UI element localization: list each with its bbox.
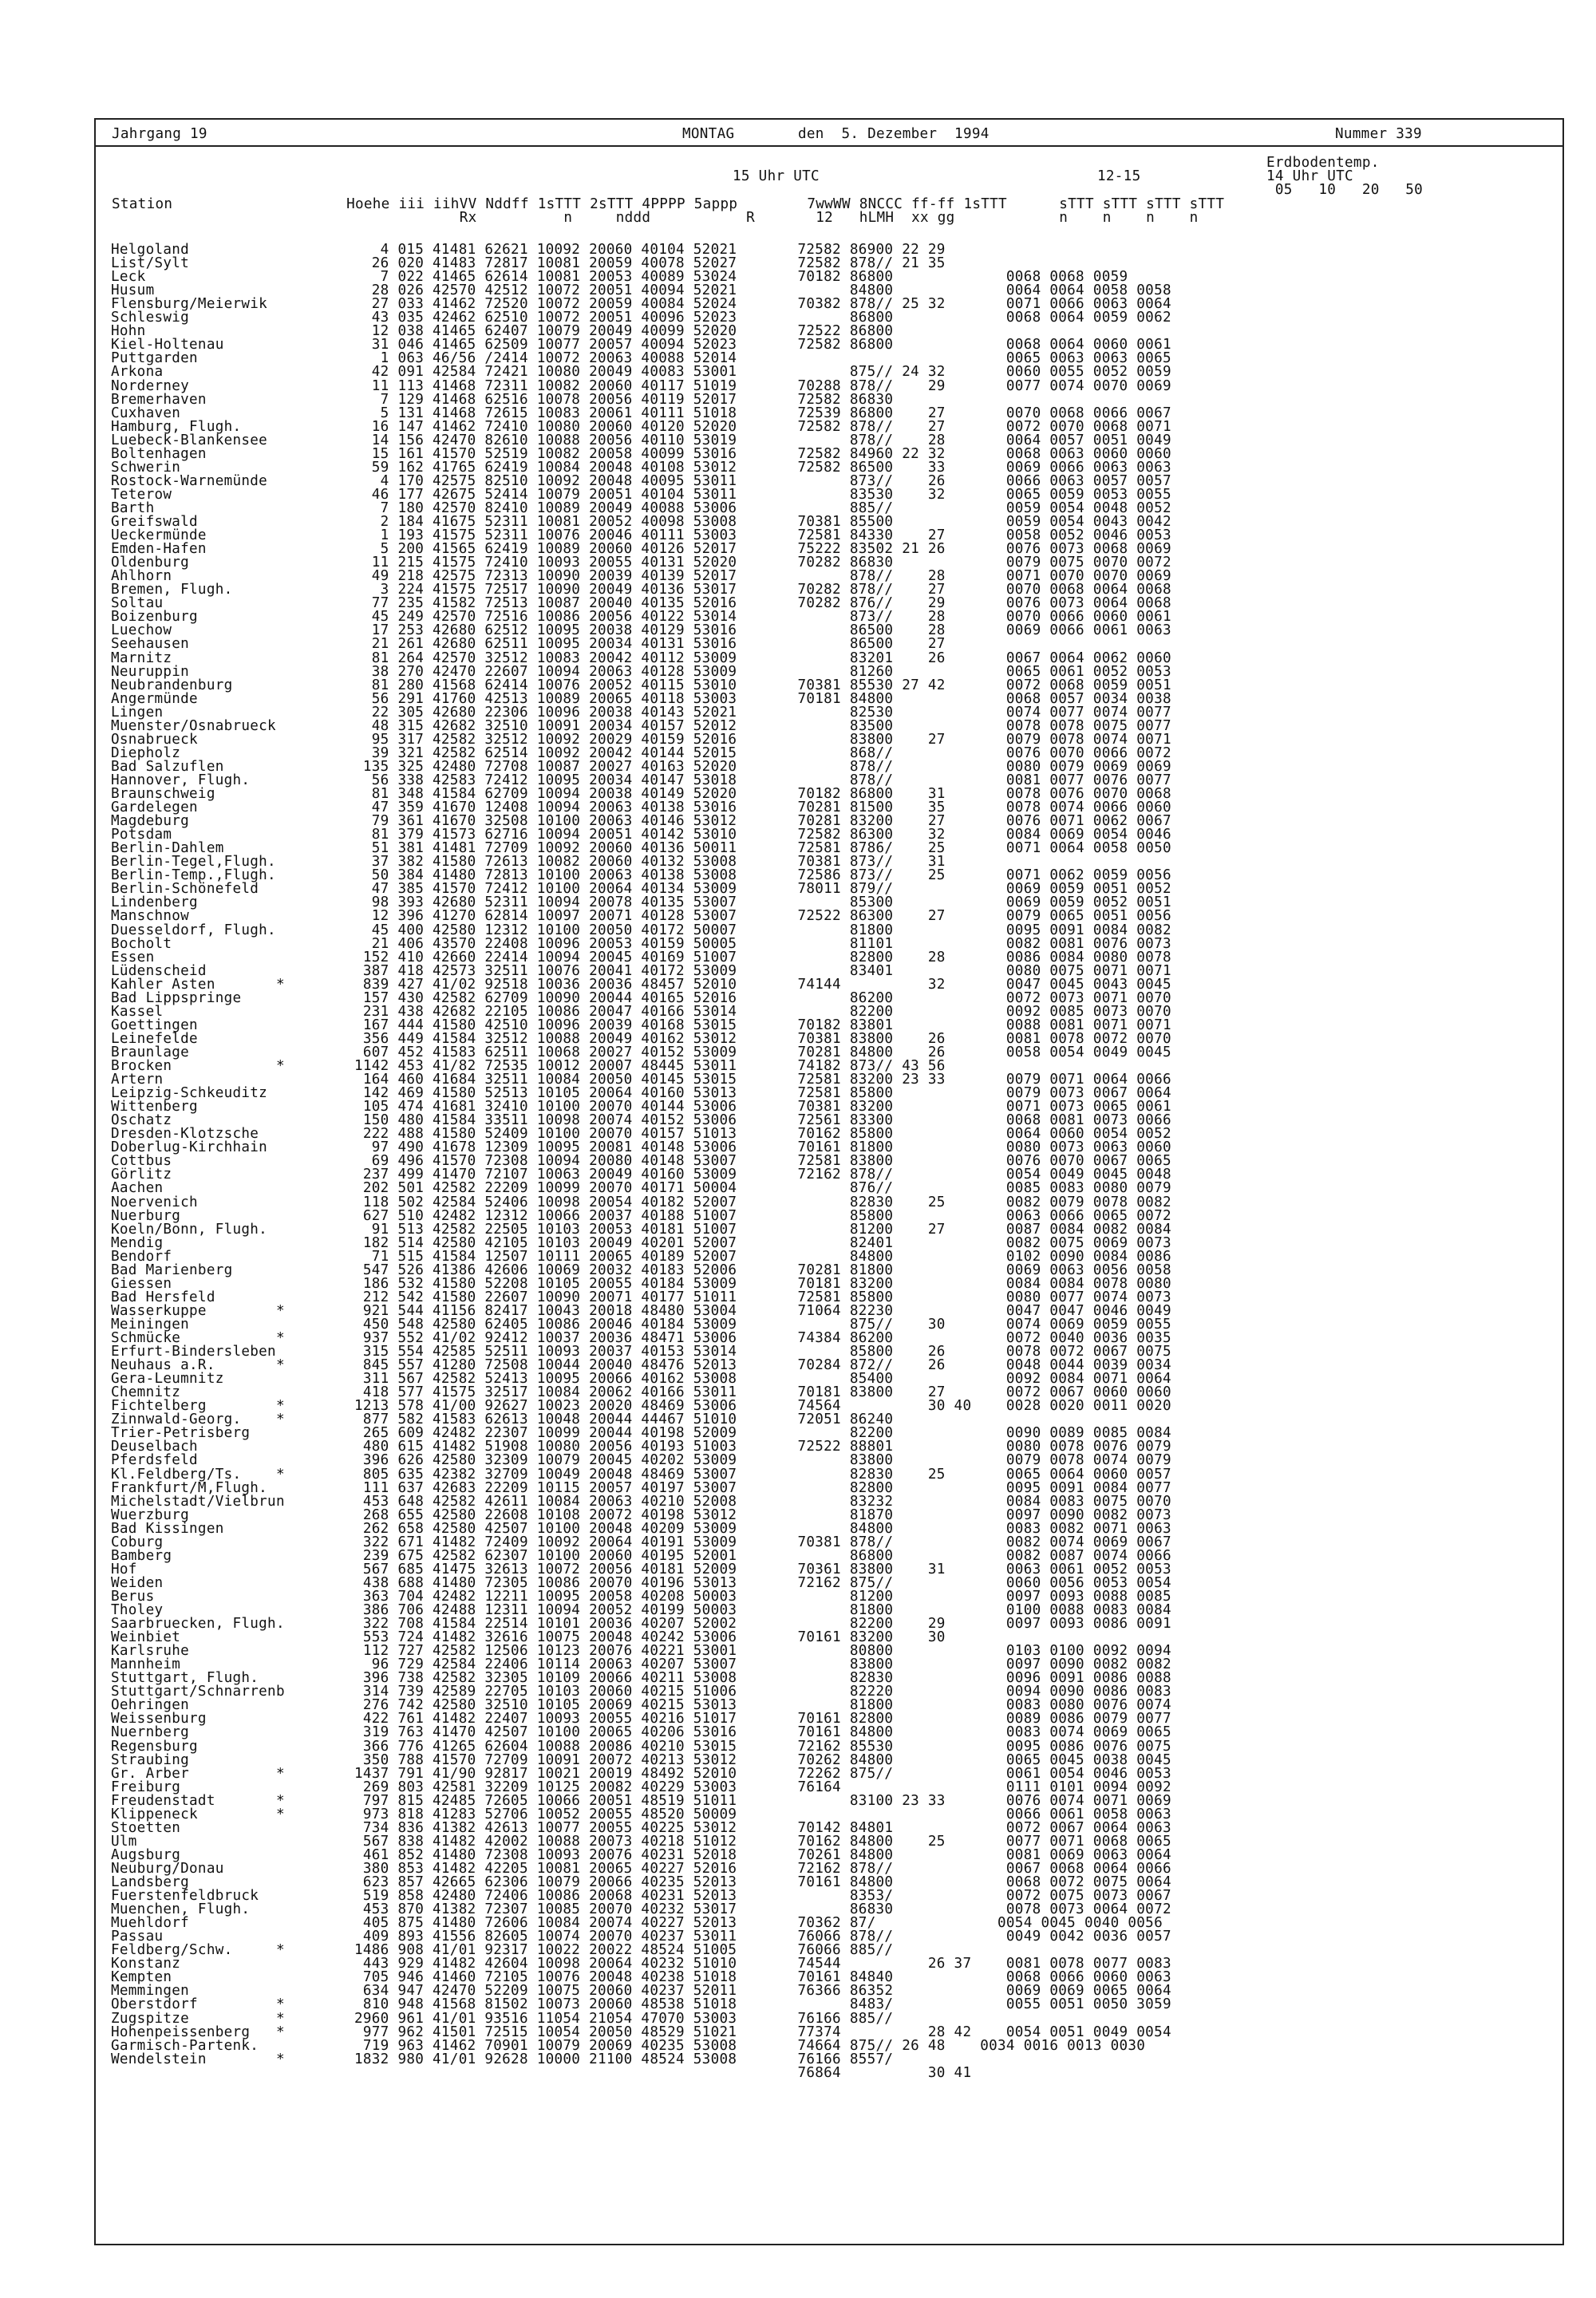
table-row: Brocken * 1142 453 41/82 72535 10012 20007 48445 53011 74182 873// 43 56	[111, 1058, 946, 1074]
table-row: List/Sylt 26 020 41483 72817 10081 20059 40078 52027 72582 878// 21 35	[111, 255, 946, 272]
table-row: Passau 409 893 41556 82605 10074 20070 40237 53011 76066 878// 0049 0042 0036 0057	[111, 1929, 1171, 1945]
table-row: Hohenpeissenberg * 977 962 41501 72515 10054 20050 48529 51021 77374 28 42 0054 0051 0049 0054	[111, 2024, 1171, 2040]
table-row: Kassel 231 438 42682 22105 10086 20047 40166 53014 82200 0092 0085 0073 0070	[111, 1003, 1171, 1020]
table-row: Emden-Hafen 5 200 41565 62419 10089 20060 40126 52017 75222 83502 21 26 0076 0073 0068 0069	[111, 541, 1171, 558]
table-row: Muenchen, Flugh. 453 870 41382 72307 10085 20070 40232 53017 86830 0078 0073 0064 0072	[111, 1901, 1171, 1918]
column-header-1: Station Hoehe iii iihVV Nddff 1sTTT 2sTTT 4PPPP 5appp 7wwWW 8NCCC ff-ff 1sTTT sTTT sTTT sTTT sTTT	[112, 196, 1225, 212]
table-row: Wittenberg 105 474 41681 32410 10100 20070 40144 53006 70381 83200 0071 0073 0065 0061	[111, 1099, 1171, 1115]
table-row: Aachen 202 501 42582 22209 10099 20070 40171 50004 876// 0085 0083 0080 0079	[111, 1180, 1171, 1197]
table-row: Weinbiet 553 724 41482 32616 10075 20048 40242 53006 70161 83200 30	[111, 1629, 946, 1646]
table-row: Fichtelberg * 1213 578 41/00 92627 10023 20020 48469 53006 74564 30 40 0028 0020 0011 0020	[111, 1398, 1171, 1415]
table-row: Muenster/Osnabrueck 48 315 42682 32510 10091 20034 40157 52012 83500 0078 0078 0075 0077	[111, 717, 1171, 734]
table-row: Bad Lippspringe 157 430 42582 62709 10090 20044 40165 52016 86200 0072 0073 0071 0070	[111, 989, 1171, 1006]
table-row: Gera-Leumnitz 311 567 42582 52413 10095 20066 40162 53008 85400 0092 0084 0071 0064	[111, 1371, 1171, 1388]
range-12-15: 12-15	[1097, 168, 1141, 184]
table-row: Berus 363 704 42482 12211 10095 20058 40208 50003 81200 0097 0093 0088 0085	[111, 1588, 1171, 1605]
table-row: Cuxhaven 5 131 41468 72615 10083 20061 40111 51018 72539 86800 27 0070 0068 0066 0067	[111, 405, 1171, 421]
table-row: Gardelegen 47 359 41670 12408 10094 20063 40138 53016 70281 81500 35 0078 0074 0066 0060	[111, 800, 1171, 816]
table-row: Boizenburg 45 249 42570 72516 10086 20056 40122 53014 873// 28 0070 0066 0060 0061	[111, 609, 1171, 626]
table-row: Braunschweig 81 348 41584 62709 10094 20038 40149 52020 70182 86800 31 0078 0076 0070 0068	[111, 786, 1171, 802]
table-row: Ulm 567 838 41482 42002 10088 20073 40218 51012 70162 84800 25 0077 0071 0068 0065	[111, 1833, 1171, 1850]
table-row: Straubing 350 788 41570 72709 10091 20072 40213 53012 70262 84800 0065 0045 0038 0045	[111, 1751, 1171, 1768]
table-row: Schmücke * 937 552 41/02 92412 10037 20036 48471 53006 74384 86200 0072 0040 0036 0035	[111, 1330, 1171, 1346]
table-row: Stuttgart/Schnarrenb 314 739 42589 22705 10103 20060 40215 51006 82220 0094 0090 0086 0083	[111, 1684, 1171, 1700]
table-row: Chemnitz 418 577 41575 32517 10084 20062 40166 53011 70181 83800 27 0072 0067 0060 0060	[111, 1384, 1171, 1401]
table-row: Berlin-Dahlem 51 381 41481 72709 10092 20060 40136 50011 72581 8786/ 25 0071 0064 0058 0050	[111, 840, 1171, 857]
table-row: Helgoland 4 015 41481 62621 10092 20060 40104 52021 72582 86900 22 29	[111, 242, 946, 258]
table-row: Wuerzburg 268 655 42580 22608 10108 20072 40198 53012 81870 0097 0090 0082 0073	[111, 1506, 1171, 1523]
table-row: Bamberg 239 675 42582 62307 10100 20060 40195 52001 86800 0082 0087 0074 0066	[111, 1547, 1171, 1564]
header-rule	[96, 145, 1562, 147]
table-row: Bad Marienberg 547 526 41386 42606 10069 20032 40183 52006 70281 81800 0069 0063 0056 0058	[111, 1262, 1171, 1278]
table-row: Landsberg 623 857 42665 62306 10079 20066 40235 52013 70161 84800 0068 0072 0075 0064	[111, 1874, 1171, 1890]
synop-page	[94, 118, 1564, 2245]
table-row: Klippeneck * 973 818 41283 52706 10052 20055 48520 50009 0066 0061 0058 0063	[111, 1806, 1171, 1822]
table-row: Regensburg 366 776 41265 62604 10088 20086 40210 53015 72162 85530 0095 0086 0076 0075	[111, 1738, 1171, 1755]
table-row: Wasserkuppe * 921 544 41156 82417 10043 20018 48480 53004 71064 82230 0047 0047 0046 0049	[111, 1302, 1171, 1319]
table-row: Memmingen 634 947 42470 52209 10075 20060 40237 52011 76366 86352 0069 0069 0065 0064	[111, 1983, 1171, 2000]
table-row: Hamburg, Flugh. 16 147 41462 72410 10080 20060 40120 52020 72582 878// 27 0072 0070 0068 0071	[111, 418, 1171, 435]
table-row: Bad Salzuflen 135 325 42480 72708 10087 20027 40163 52020 878// 0080 0079 0069 0069	[111, 758, 1171, 775]
table-row: Schleswig 43 035 42462 62510 10072 20051 40096 52023 86800 0068 0064 0059 0062	[111, 310, 1171, 326]
table-row: Konstanz 443 929 41482 42604 10098 20064 40232 51010 74544 26 37 0081 0078 0077 0083	[111, 1956, 1171, 1972]
table-row: Potsdam 81 379 41573 62716 10094 20051 40142 53010 72582 86300 32 0084 0069 0054 0046	[111, 827, 1171, 843]
table-row: Schwerin 59 162 41765 62419 10084 20048 40108 53012 72582 86500 33 0069 0066 0063 0063	[111, 459, 1171, 476]
table-row: Lingen 22 305 42680 22306 10096 20038 40143 52021 82530 0074 0077 0074 0077	[111, 704, 1171, 721]
table-row: Teterow 46 177 42675 52414 10079 20051 40104 53011 83530 32 0065 0059 0053 0055	[111, 486, 1171, 503]
table-row: Saarbruecken, Flugh. 322 708 41584 22514 10101 20036 40207 52002 82200 29 0097 0093 0086 0091	[111, 1616, 1171, 1633]
table-row: Neuruppin 38 270 42470 22607 10094 20063 40128 53009 81260 0065 0061 0052 0053	[111, 663, 1171, 680]
table-row: Arkona 42 091 42584 72421 10080 20049 40083 53001 875// 24 32 0060 0055 0052 0059	[111, 364, 1171, 381]
table-row: Kempten 705 946 41460 72105 10076 20048 40238 51018 70161 84840 0068 0066 0060 0063	[111, 1969, 1171, 1986]
table-row: Magdeburg 79 361 41670 32508 10100 20063 40146 53012 70281 83200 27 0076 0071 0062 0067	[111, 813, 1171, 830]
table-row: Giessen 186 532 41580 52208 10105 20055 40184 53009 70181 83200 0084 0084 0078 0080	[111, 1275, 1171, 1292]
table-row: Boltenhagen 15 161 41570 52519 10082 20058 40099 53016 72582 84960 22 32 0068 0063 0060 0060	[111, 445, 1171, 462]
table-row: Norderney 11 113 41468 72311 10082 20060 40117 51019 70288 878// 29 0077 0074 0070 0069	[111, 377, 1171, 394]
table-row: Gr. Arber * 1437 791 41/90 92817 10021 20019 48492 52010 72262 875// 0061 0054 0046 0053	[111, 1765, 1171, 1782]
table-row: Osnabrueck 95 317 42582 32512 10092 20029 40159 52016 83800 27 0079 0078 0074 0071	[111, 731, 1171, 748]
table-row: Stoetten 734 836 41382 42613 10077 20055 40225 53012 70142 84801 0072 0067 0064 0063	[111, 1819, 1171, 1836]
table-row: Soltau 77 235 41582 72513 10087 20040 40135 52016 70282 876// 29 0076 0073 0064 0068	[111, 595, 1171, 612]
table-row: Hof 567 685 41475 32613 10072 20056 40181 52009 70361 83800 31 0063 0061 0052 0053	[111, 1561, 1171, 1577]
table-row: Berlin-Tegel,Flugh. 37 382 41580 72613 10082 20060 40132 53008 70381 873// 31	[111, 854, 946, 871]
erdboden-title: Erdbodentemp.	[1266, 155, 1380, 171]
table-row: Bad Kissingen 262 658 42580 42507 10100 20048 40209 53009 84800 0083 0082 0071 0063	[111, 1520, 1171, 1537]
table-row: Braunlage 607 452 41583 62511 10068 20027 40152 53009 70281 84800 26 0058 0054 0049 0045	[111, 1044, 1171, 1060]
table-row: Garmisch-Partenk. 719 963 41462 70901 10079 20069 40235 53008 74664 875// 26 48 0034 0016 0013 0030	[111, 2037, 1146, 2054]
table-row: Leipzig-Schkeuditz 142 469 41580 52513 10105 20064 40160 53013 72581 85800 0079 0073 0067 0064	[111, 1085, 1171, 1102]
table-row: Leinefelde 356 449 41584 32512 10088 20049 40162 53012 70381 83800 26 0081 0078 0072 0070	[111, 1030, 1171, 1047]
table-row: Bendorf 71 515 41584 12507 10111 20065 40189 52007 84800 0102 0090 0084 0086	[111, 1248, 1171, 1265]
table-row: Ahlhorn 49 218 42575 72313 10090 20039 40139 52017 878// 28 0071 0070 0070 0069	[111, 568, 1171, 585]
report-number: Nummer 339	[1335, 126, 1422, 142]
table-row: Kl.Feldberg/Ts. * 805 635 42382 32709 10049 20048 48469 53007 82830 25 0065 0064 0060 0057	[111, 1466, 1171, 1483]
table-row: Leck 7 022 41465 62614 10081 20053 40089 53024 70182 86800 0068 0068 0059	[111, 269, 1128, 286]
column-header-2: Rx n nddd R 12 hLMH xx gg n n n n	[112, 210, 1199, 226]
report-date: den 5. Dezember 1994	[798, 126, 990, 142]
time-15utc: 15 Uhr UTC	[733, 168, 820, 184]
table-row: Bocholt 21 406 43570 22408 10096 20053 40159 50005 81101 0082 0081 0076 0073	[111, 935, 1171, 952]
table-row: Nuerburg 627 510 42482 12312 10066 20037 40188 51007 85800 0063 0066 0065 0072	[111, 1207, 1171, 1224]
table-row: Lindenberg 98 393 42680 52311 10094 20078 40135 53007 85300 0069 0059 0052 0051	[111, 894, 1171, 911]
table-row: Artern 164 460 41684 32511 10084 20050 40145 53015 72581 83200 23 33 0079 0071 0064 0066	[111, 1072, 1171, 1088]
table-row: Wendelstein * 1832 980 41/01 92628 10000 21100 48524 53008 76166 8557/	[111, 2051, 894, 2067]
table-row: Husum 28 026 42570 42512 10072 20051 40094 52021 84800 0064 0064 0058 0058	[111, 282, 1171, 299]
table-row: Bremen, Flugh. 3 224 41575 72517 10090 20049 40136 53017 70282 878// 27 0070 0068 0064 0068	[111, 582, 1171, 598]
table-row: Pferdsfeld 396 626 42580 32309 10079 20045 40202 53009 83800 0079 0078 0074 0079	[111, 1452, 1171, 1469]
table-row: Feldberg/Schw. * 1486 908 41/01 92317 10022 20022 48524 51005 76066 885//	[111, 1942, 894, 1959]
table-row: Angermünde 56 291 41760 42513 10089 20065 40118 53003 70181 84800 0068 0057 0034 0038	[111, 690, 1171, 707]
table-row: Erfurt-Bindersleben 315 554 42585 52511 10093 20037 40153 53014 85800 26 0078 0072 0067 0075	[111, 1344, 1171, 1360]
table-row: Marnitz 81 264 42570 32512 10083 20042 40112 53009 83201 26 0067 0064 0062 0060	[111, 650, 1171, 666]
table-row: Seehausen 21 261 42680 62511 10095 20034 40131 53016 86500 27	[111, 636, 946, 653]
table-row: Trier-Petrisberg 265 609 42482 22307 10099 20044 40198 52009 82200 0090 0089 0085 0084	[111, 1425, 1171, 1442]
table-row: Karlsruhe 112 727 42582 12506 10123 20076 40221 53001 80800 0103 0100 0092 0094	[111, 1643, 1171, 1660]
table-row: Stuttgart, Flugh. 396 738 42582 32305 10109 20066 40211 53008 82830 0096 0091 0086 0088	[111, 1670, 1171, 1687]
table-row: Bad Hersfeld 212 542 41580 22607 10090 20071 40177 51011 72581 85800 0080 0077 0074 0073	[111, 1289, 1171, 1305]
table-row: Oehringen 276 742 42580 32510 10105 20069 40215 53013 81800 0083 0080 0076 0074	[111, 1697, 1171, 1714]
weekday: MONTAG	[682, 126, 735, 142]
table-row: Neubrandenburg 81 280 41568 62414 10076 20052 40115 53010 70381 85530 27 42 0072 0068 0059 0051	[111, 677, 1171, 693]
table-row: Greifswald 2 184 41675 52311 10081 20052 40098 53008 70381 85500 0059 0054 0043 0042	[111, 514, 1171, 530]
table-row: Zinnwald-Georg. * 877 582 41583 62613 10048 20044 44467 51010 72051 86240	[111, 1412, 894, 1428]
table-row: Oldenburg 11 215 41575 72410 10093 20055 40131 52020 70282 86830 0079 0075 0070 0072	[111, 555, 1171, 571]
table-row: Augsburg 461 852 41480 72308 10093 20076 40231 52018 70261 84800 0081 0069 0063 0064	[111, 1846, 1171, 1863]
table-row: Mannheim 96 729 42584 22406 10114 20063 40207 53007 83800 0097 0090 0082 0082	[111, 1656, 1171, 1673]
table-row: Fuerstenfeldbruck 519 858 42480 72406 10086 20068 40231 52013 8353/ 0072 0075 0073 0067	[111, 1888, 1171, 1905]
table-row: Frankfurt/M,Flugh. 111 637 42683 22209 10115 20057 40197 53007 82800 0095 0091 0084 0077	[111, 1479, 1171, 1496]
jahrgang: Jahrgang 19	[112, 126, 207, 142]
table-row: Ueckermünde 1 193 41575 52311 10076 20046 40111 53003 72581 84330 27 0058 0052 0046 0053	[111, 527, 1171, 544]
table-row: Flensburg/Meierwik 27 033 41462 72520 10072 20059 40084 52024 70382 878// 25 32 0071 0066 0063 0064	[111, 296, 1171, 313]
table-row: Oschatz 150 480 41584 33511 10098 20074 40152 53006 72561 83300 0068 0081 0073 0066	[111, 1112, 1171, 1129]
soil-depths: 05 10 20 50	[1266, 182, 1424, 198]
table-row: Manschnow 12 396 41270 62814 10097 20071 40128 53007 72522 86300 27 0079 0065 0051 0056	[111, 908, 1171, 925]
erdboden-time: 14 Uhr UTC	[1266, 168, 1353, 184]
table-row: Oberstdorf * 810 948 41568 81502 10073 20060 48538 51018 8483/ 0055 0051 0050 3059	[111, 1996, 1171, 2013]
table-row: Dresden-Klotzsche 222 488 41580 52409 10100 20070 40157 51013 70162 85800 0064 0060 0054 0052	[111, 1126, 1171, 1143]
table-row: Puttgarden 1 063 46/56 /2414 10072 20063 40088 52014 0065 0063 0063 0065	[111, 350, 1171, 367]
table-row: Neuburg/Donau 380 853 41482 42205 10081 20065 40227 52016 72162 878// 0067 0068 0064 0066	[111, 1860, 1171, 1877]
table-row: Zugspitze * 2960 961 41/01 93516 11054 21054 47070 53003 76166 885//	[111, 2010, 894, 2027]
table-row: Freiburg 269 803 42581 32209 10125 20082 40229 53003 76164 0111 0101 0094 0092	[111, 1779, 1171, 1795]
table-row: Cottbus 69 496 41570 72308 10094 20080 40148 53007 72581 83800 0076 0070 0067 0065	[111, 1153, 1171, 1170]
table-row: Deuselbach 480 615 41482 51908 10080 20056 40193 51003 72522 88801 0080 0078 0076 0079	[111, 1439, 1171, 1455]
table-row: Bremerhaven 7 129 41468 62516 10078 20056 40119 52017 72582 86830	[111, 391, 894, 408]
table-row: Coburg 322 671 41482 72409 10092 20064 40191 53009 70381 878// 0082 0074 0069 0067	[111, 1534, 1171, 1550]
table-row: Luebeck-Blankensee 14 156 42470 82610 10088 20056 40110 53019 878// 28 0064 0057 0051 0049	[111, 432, 1171, 448]
table-row: Diepholz 39 321 42582 62514 10092 20042 40144 52015 868// 0076 0070 0066 0072	[111, 744, 1171, 761]
table-row: Michelstadt/Vielbrun 453 648 42582 42611 10084 20063 40210 52008 83232 0084 0083 0075 0070	[111, 1493, 1171, 1510]
table-row: Luechow 17 253 42680 62512 10095 20038 40129 53016 86500 28 0069 0066 0061 0063	[111, 622, 1171, 639]
table-row: Weissenburg 422 761 41482 22407 10093 20055 40216 51017 70161 82800 0089 0086 0079 0077	[111, 1711, 1171, 1727]
table-row: Kiel-Holtenau 31 046 41465 62509 10077 20057 40094 52023 72582 86800 0068 0064 0060 0061	[111, 337, 1171, 353]
table-row: Barth 7 180 42570 82410 10089 20049 40088 53006 885// 0059 0054 0048 0052	[111, 499, 1171, 516]
table-row: Doberlug-Kirchhain 97 490 41678 12309 10095 20081 40148 53006 70161 81800 0080 0073 0063 0060	[111, 1139, 1171, 1156]
table-row: Rostock-Warnemünde 4 170 42575 82510 10092 20048 40095 53011 873// 26 0066 0063 0057 0057	[111, 472, 1171, 489]
table-row: Lüdenscheid 387 418 42573 32511 10076 20041 40172 53009 83401 0080 0075 0071 0071	[111, 962, 1171, 979]
table-row: Görlitz 237 499 41470 72107 10063 20049 40160 53009 72162 878// 0054 0049 0045 0048	[111, 1167, 1171, 1183]
table-row: Essen 152 410 42660 22414 10094 20045 40169 51007 82800 28 0086 0084 0080 0078	[111, 949, 1171, 965]
table-row: Muehldorf 405 875 41480 72606 10084 20074 40227 52013 70362 87/ 0054 0045 0040 0056	[111, 1915, 1163, 1932]
table-row: Mendig 182 514 42580 42105 10103 20049 40201 52007 82401 0082 0075 0069 0073	[111, 1234, 1171, 1251]
table-row: Goettingen 167 444 41580 42510 10096 20039 40168 53015 70182 83801 0088 0081 0071 0071	[111, 1017, 1171, 1033]
table-row: Berlin-Temp.,Flugh. 50 384 41480 72813 10100 20063 40138 53008 72586 873// 25 0071 0062 0059 0056	[111, 867, 1171, 884]
table-row: Meiningen 450 548 42580 62405 10086 20046 40184 53009 875// 30 0074 0069 0059 0055	[111, 1316, 1171, 1333]
table-row: Kahler Asten * 839 427 41/02 92518 10036 20036 48457 52010 74144 32 0047 0045 0043 0045	[111, 976, 1171, 993]
table-row: Neuhaus a.R. * 845 557 41280 72508 10044 20040 48476 52013 70284 872// 26 0048 0044 0039 0034	[111, 1357, 1171, 1374]
table-row: Nuernberg 319 763 41470 42507 10100 20065 40206 53016 70161 84800 0083 0074 0069 0065	[111, 1724, 1171, 1741]
table-row: Noervenich 118 502 42584 52406 10098 20054 40182 52007 82830 25 0082 0079 0078 0082	[111, 1194, 1171, 1210]
table-row: Berlin-Schönefeld 47 385 41570 72412 10100 20064 40134 53009 78011 879// 0069 0059 0051 0052	[111, 881, 1171, 898]
table-row: Hannover, Flugh. 56 338 42583 72412 10095 20034 40147 53018 878// 0081 0077 0076 0077	[111, 772, 1171, 788]
table-row: Freudenstadt * 797 815 42485 72605 10066 20051 48519 51011 83100 23 33 0076 0074 0071 0069	[111, 1792, 1171, 1809]
table-row: Koeln/Bonn, Flugh. 91 513 42582 22505 10103 20053 40181 51007 81200 27 0087 0084 0082 0084	[111, 1221, 1171, 1238]
table-row: Weiden 438 688 41480 72305 10086 20070 40196 53013 72162 875// 0060 0056 0053 0054	[111, 1574, 1171, 1591]
table-row: Duesseldorf, Flugh. 45 400 42580 12312 10100 20050 40172 50007 81800 0095 0091 0084 0082	[111, 922, 1171, 938]
table-row: Tholey 386 706 42488 12311 10094 20052 40199 50003 81800 0100 0088 0083 0084	[111, 1602, 1171, 1618]
table-row: Hohn 12 038 41465 62407 10079 20049 40099 52020 72522 86800	[111, 323, 894, 340]
table-row: 76864 30 41	[111, 2064, 972, 2081]
